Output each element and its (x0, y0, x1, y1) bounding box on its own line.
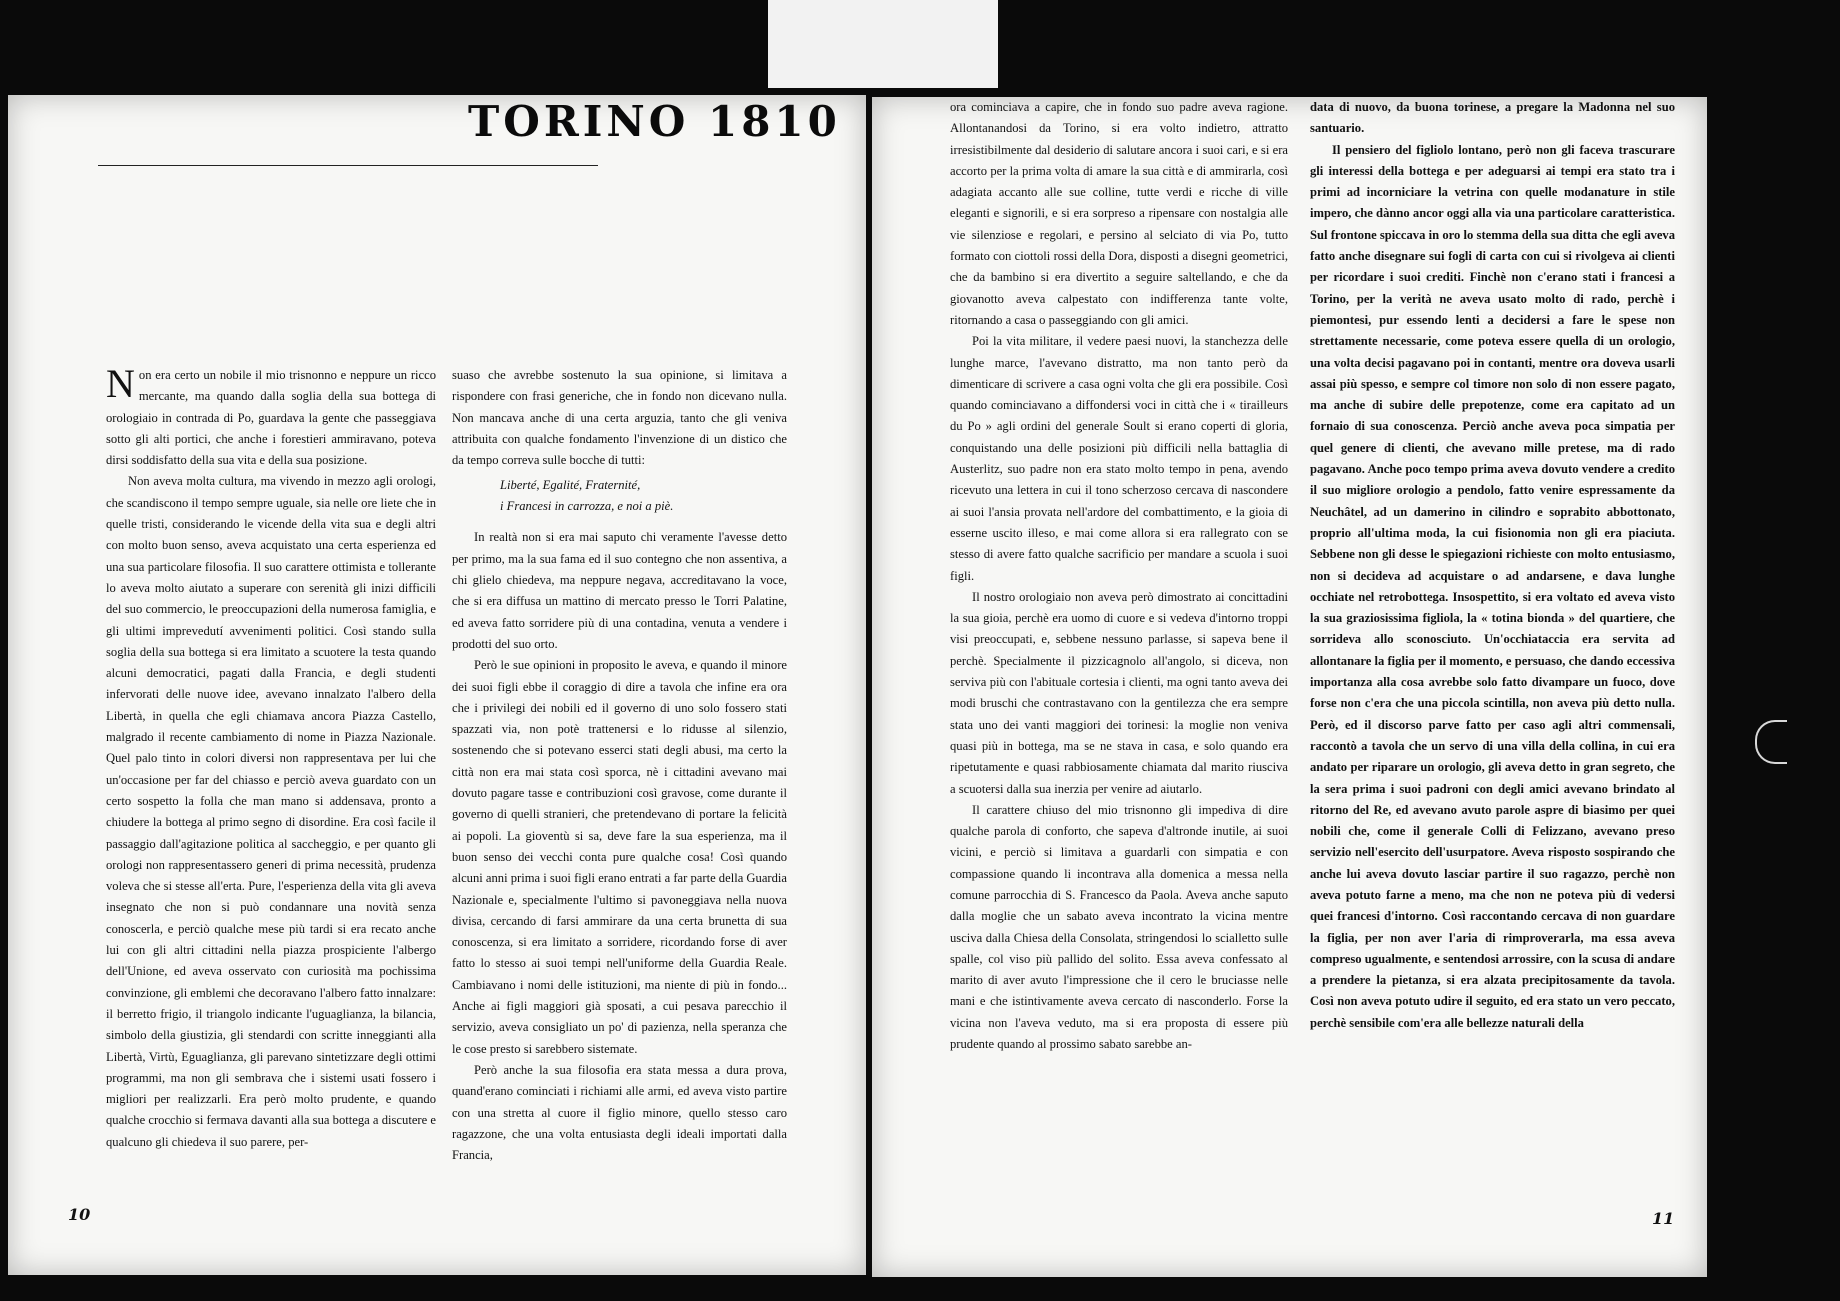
paragraph: suaso che avrebbe sostenuto la sua opinione, si limitava a rispondere con frasi generiche, che in fondo non dicevano nulla. Non mancava anche di una certa arguzia, tanto che gli veniva attribuita con qualche fondamento l'invenzione di un distico che da tempo correva sulle bocche di tutti: (452, 368, 787, 468)
paragraph: Poi la vita militare, il vedere paesi nuovi, la stanchezza delle lunghe marce, l'avevano distratto, ma non tanto però da dimenticare di scrivere a casa ogni volta che gli era possibile. Così quando cominciavano a diffondersi voci in città che i « tirailleurs du Po » agli ordini del generale Soult si erano coperti di gloria, conquistando una delle posizioni più difficili nella battaglia di Austerlitz, suo padre non era stato molto tempo in pena, avendo ricevuto una lettera in cui il tono scherzoso cercava di nascondere ai suoi l'ansia provata nell'ardore del combattimento, e la gioia di esserne uscito illeso, e mai come allora si era rallegrato con se stesso di avere fatto qualche sacrificio per mandare a scuola i suoi figli. (950, 334, 1288, 583)
film-edge-mark (1755, 720, 1787, 764)
title-rule (98, 165, 598, 166)
drop-cap: N (106, 361, 135, 406)
left-page (8, 95, 866, 1275)
paragraph: Il pensiero del figliolo lontano, però non gli faceva trascurare gli interessi della bottega e per adeguarsi ai tempi era stato tra i primi ad incorniciare la vetrina con quelle modanature in stile impero, che dànno ancor oggi alla via una particolare caratteristica. Sul frontone spiccava in oro lo stemma della sua ditta che egli aveva fatto anche disegnare sui fogli di carta con cui si rivolgeva ai clienti per ricordare i suoi crediti. Finchè non c'erano stati i francesi a Torino, per la verità ne aveva usato molto di rado, perchè i piemontesi, pur essendo lenti a decidersi a fare le spese non strettamente necessarie, come poteva essere quella di un orologio, una volta decisi pagavano poi in contanti, mentre ora doveva usarli assai più spesso, e sempre col timore non solo di non essere pagato, ma anche di subire delle prepotenze, come era capitato ad un fornaio di sua conoscenza. Perciò anche aveva poca simpatia per quel genere di clienti, che avevano mille pretese, ma di rado pagavano. Anche poco tempo prima aveva dovuto vendere a credito il suo migliore orologio a pendolo, fatto venire espressamente da Neuchâtel, ad un damerino in cilindro e soprabito abbottonato, proprio all'ultima moda, la cui fisionomia non gli era piaciuta. Sebbene non gli desse le spiegazioni richieste con molto entusiasmo, non si decideva ad acquistare o ad andarsene, e dava lunghe occhiate nel retrobottega. Insospettito, si era voltato ed aveva visto la sua graziosissima figliola, la « totina bionda » del quartiere, che sorrideva allo sconosciuto. Un'occhiataccia era servita ad allontanare la figlia per il momento, e persuaso, che dando eccessiva importanza alla cosa avrebbe solo fatto divampare un fuoco, dove forse non c'era che una piccola scintilla, non aveva più detto nulla. Però, ed il discorso parve fatto per caso agli altri commensali, raccontò a tavola che un servo di una villa della collina, in cui era andato per riparare un orologio, gli aveva detto in gran segreto, che la sera prima i suoi padroni con degli amici avevano brindato al ritorno del Re, ed avevano avuto parole aspre di biasimo per quei nobili che, come il generale Colli di Felizzano, avevano preso servizio nell'esercito dell'usurpatore. Aveva risposto sospirando che anche lui aveva dovuto lasciar partire il suo ragazzo, perchè non aveva potuto farne a meno, ma che non ne poteva più di vedersi quei francesi d'intorno. Così raccontando cercava di non guardare la figlia, per non aver l'aria di rimproverarla, ma essa aveva compreso ugualmente, e sentendosi arrossire, con la scusa di andare a prendere la pietanza, si era alzata precipitosamente da tavola. Così non aveva potuto udire il seguito, ed era stato un vero peccato, perchè sensibile com'era alle bellezze naturali della (1310, 142, 1675, 1030)
top-paper-strip (768, 0, 998, 88)
paragraph: Però anche la sua filosofia era stata messa a dura prova, quand'erano cominciati i richiami alle armi, ed aveva visto partire con una stretta al cuore il figlio minore, quello stesso caro ragazzone, che una volta entusiasta degli ideali importati dalla Francia, (452, 1062, 787, 1163)
paragraph: Però le sue opinioni in proposito le aveva, e quando il minore dei suoi figli ebbe il coraggio di dire a tavola che infine era ora che i privilegi dei nobili ed il governo di uno solo fossero stati spazzati via, non potè trattenersi e lo ridusse al silenzio, sostenendo che si potevano esserci stati degli abusi, ma certo la città non era mai stata così sporca, nè i cittadini avevano mai dovuto pagare tasse e contribuzioni così gravose, come durante il governo di quelli stranieri, che pretendevano di portare la felicità ai popoli. La gioventù si sa, deve fare la sua esperienza, ma il buon senso dei vecchi conta pure qualche cosa! Così quando alcuni anni prima i suoi figli erano entrati a far parte della Guardia Nazionale e, specialmente l'ultimo si pavoneggiava nella nuova divisa, cercando di farsi ammirare da una certa brunetta di sua conoscenza, si era limitato a sorridere, ricordando forse di aver fatto lo stesso ai suoi tempi nell'uniforme della Guardia Reale. Cambiavano i nomi delle istituzioni, ma niente di più in fondo... Anche ai figli maggiori già sposati, a cui pesava parecchio il servizio, aveva consigliato un po' di pazienza, nella speranza che le cose presto si sarebbero sistemate. (452, 658, 787, 1056)
page-number-left: 10 (68, 1205, 91, 1224)
page-number-right: 11 (1652, 1209, 1675, 1228)
right-column-1 (950, 97, 1288, 1055)
paragraph: data di nuovo, da buona torinese, a pregare la Madonna nel suo santuario. (1310, 100, 1675, 136)
verse-line: i Francesi in carrozza, e noi a piè. (500, 499, 674, 514)
verse-quote (452, 475, 787, 517)
paragraph: Non aveva molta cultura, ma vivendo in mezzo agli orologi, che scandiscono il tempo sempre uguale, sia nelle ore liete che in quelle tristi, considerando le vicende della vita sua e degli altri con molto buon senso, aveva acquistato una certa esperienza ed una sua particolare filosofia. Il suo carattere ottimista e tollerante lo aveva molto aiutato a superare con serenità gli inizi difficili del suo commercio, le preoccupazioni della numerosa famiglia, e gli ultimi imprevedutí avvenimenti politici. Così stando sulla soglia della sua bottega si era limitato a scuotere la testa quando alcuni democratici, pagati dalla Francia, e degli studenti infervorati delle nuove idee, avevano innalzato l'albero della Libertà, in quella che egli chiamava ancora Piazza Castello, malgrado il recente cambiamento di nome in Piazza Nazionale. Quel palo tinto in colori diversi non rappresentava per lui che un'occasione per far del chiasso e perciò aveva guardato con un certo sospetto la folla che man mano si addensava, pronto a chiudere la bottega al primo segno di disordine. Era così facile il passaggio dall'agitazione politica al saccheggio, e per quanto gli orologi non rappresentassero generi di prima necessità, prudenza voleva che si stesse all'erta. Pure, l'esperienza della vita gli aveva insegnato che non si può condannare una novità senza conoscerla, e perciò qualche mese più tardi si era recato anche lui con gli altri cittadini nella piazza prospiciente l'albergo dell'Unione, ed aveva osservato con curiosità ma pochissima convinzione, gli emblemi che decoravano l'albero fatto innalzare: il berretto frigio, il triangolo indicante l'uguaglianza, la bilancia, simbolo della giustizia, gli stendardi con scritte inneggianti alla Libertà, Virtù, Eguaglianza, gli parevano sintetizzare degli ottimi programmi, ma non gli sembrava che i sistemi usati fossero i migliori per realizzarli. Era però molto prudente, e quando qualche crocchio si fermava davanti alla sua bottega a discutere e qualcuno gli chiedeva il suo parere, per- (106, 474, 436, 1149)
page-title: TORINO 1810 (468, 97, 841, 146)
left-column-2 (452, 365, 787, 1166)
right-column-2 (1310, 97, 1675, 1034)
paragraph: Il nostro orologiaio non aveva però dimostrato ai concittadini la sua gioia, perchè era uomo di cuore e si vedeva d'intorno troppi visi preoccupati, e, sebbene nessuno parlasse, si sapeva bene il perchè. Specialmente il pizzicagnolo all'angolo, si diceva, non serviva più con l'abituale cortesia i clienti, ma ogni tanto aveva dei modi bruschi che contrastavano con la gentilezza che era sempre stata uno dei vanti maggiori dei torinesi: la moglie non veniva quasi più in bottega, ma se ne stava in casa, e solo quando era ripetutamente e quasi rabbiosamente chiamata dal marito riusciva a scuotersi dalla sua inerzia per venire ad aiutarlo. (950, 589, 1288, 796)
left-column-1 (106, 361, 436, 1153)
verse-line: Liberté, Egalité, Fraternité, (500, 478, 641, 493)
paragraph: ora cominciava a capire, che in fondo suo padre aveva ragione. Allontanandosi da Torino, si era volto indietro, attratto irresistibilmente dal desiderio di salutare ancora i suoi cari, e si era accorto per la prima volta di amare la sua città e di ammirarla, così adagiata accanto alle sue colline, tutte verdi e ricche di ville eleganti e signorili, e si era sorpreso a ripensare con nostalgia alle vie silenziose e regolari, e persino al selciato di via Po, tutto formato con ciottoli rossi della Dora, disposti a disegni geometrici, che da bambino si era divertito a seguire saltellando, e che da giovanotto aveva calpestato con indifferenza tante volte, ritornando a casa o passeggiando con gli amici. (950, 100, 1288, 327)
paragraph: Non era certo un nobile il mio trisnonno e neppure un ricco mercante, ma quando dalla soglia della sua bottega di orologiaio in contrada di Po, guardava la gente che passeggiava sotto gli alti portici, che anche i forestieri ammiravano, poteva dirsi soddisfatto della sua vita e della sua posizione. (106, 361, 436, 468)
paragraph: In realtà non si era mai saputo chi veramente l'avesse detto per primo, ma la sua fama ed il suo contegno che non assentiva, a chi glielo chiedeva, ma neppure negava, accreditavano la voce, che si era diffusa un mattino di mercato presso le Torri Palatine, ed aveva fatto sorridere più di una contadina, venuta a vendere i prodotti del suo orto. (452, 530, 787, 651)
paragraph: Il carattere chiuso del mio trisnonno gli impediva di dire qualche parola di conforto, che sapeva d'altronde inutile, ai suoi vicini, e perciò si limitava a guardarli con simpatia e con compassione quando li incontrava alla domenica a messa nella comune parrocchia di S. Francesco da Paola. Aveva anche saputo dalla moglie che un sabato aveva incontrato la vicina mentre usciva dalla Chiesa della Consolata, stringendosi lo scialletto sulle spalle, col viso più pallido del solito. Essa aveva confessato al marito di aver avuto l'impressione che il cero le bruciasse nelle mani e che istintivamente aveva cercato di nasconderlo. Forse la vicina non l'aveva veduto, ma si era proposta di essere più prudente quando al prossimo sabato sarebbe an- (950, 802, 1288, 1052)
right-page (872, 97, 1707, 1277)
